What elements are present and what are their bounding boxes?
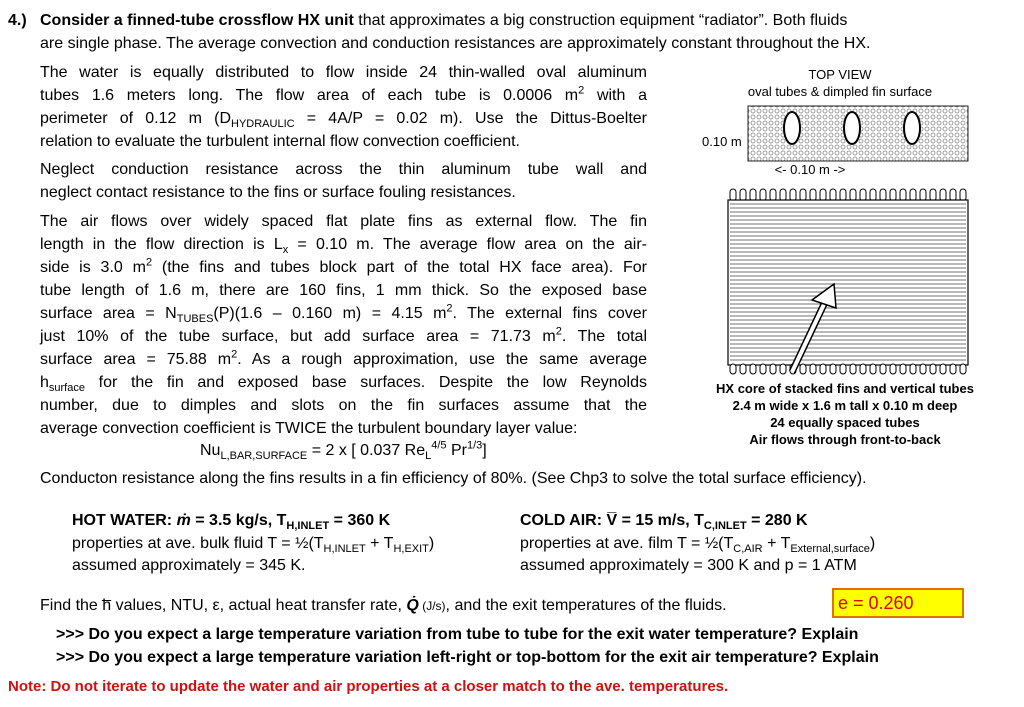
note-line: Note: Do not iterate to update the water and air properties at a closer match to the ave. temperatures. [8, 678, 729, 695]
tube-end-top [950, 189, 956, 201]
caption-line-4: Air flows through front-to-back [749, 432, 941, 447]
tube-end-top [790, 189, 796, 201]
cold-air-properties: properties at ave. film $T = \frac{1}{2}(T_{C,AIR} + T_{External,surface})$ [520, 535, 876, 556]
tube-end-bottom [960, 364, 966, 374]
tube-end-bottom [760, 364, 766, 374]
caption-line-2: 2.4 m wide x 1.6 m tall x 0.10 m deep [732, 398, 958, 413]
find-line: Find the h̅ values, NTU, ε, actual heat transfer rate, Q̇ (J/s), and the exit temperatures of the fluids. [40, 597, 727, 614]
problem-number: 4.) [8, 12, 27, 29]
tube-end-top [920, 189, 926, 201]
neglect-line-2: neglect contact resistance to the fins or surface fouling resistances. [40, 184, 516, 201]
tube-end-bottom [950, 364, 956, 374]
e-value-box: e = 0.260 [832, 588, 964, 618]
tube-end-bottom [860, 364, 866, 374]
tube-end-bottom [740, 364, 746, 374]
tube-end-top [850, 189, 856, 201]
intro-line-1: Consider a finned-tube crossflow HX unit that approximates a big construction equipment “radiator”. Both fluids [40, 12, 848, 29]
question-2: >>> Do you expect a large temperature variation left-right or top-bottom for the exit air temperature? Explain [56, 649, 879, 666]
tube-end-bottom [910, 364, 916, 374]
question-1: >>> Do you expect a large temperature variation from tube to tube for the exit water temperature? Explain [56, 626, 859, 643]
top-view-title: TOP VIEW [808, 67, 872, 82]
water-line-3: perimeter of 0.12 m ($D_{HYDRAULIC} = 4A/P = 0.02$ m). Use the Dittus-Boelter [40, 110, 647, 131]
tube-end-top [900, 189, 906, 201]
air-line-9: number, due to dimples and slots on the fin surfaces assume that the [40, 397, 647, 414]
tube-end-bottom [870, 364, 876, 374]
tube-end-top [840, 189, 846, 201]
hot-water-properties: properties at ave. bulk fluid $T = \frac{1}{2}(T_{H,INLET} + T_{H,EXIT})$ [72, 535, 435, 556]
air-line-6: just 10% of the tube surface, but add surface area = 71.73 $m^2$. The total [40, 325, 647, 345]
tube-end-bottom [820, 364, 826, 374]
tube-end-top [890, 189, 896, 201]
width-label: <- 0.10 m -> [774, 162, 846, 177]
air-line-3: side is 3.0 $m^2$ (the fins and tubes block part of the total HX face area). For [40, 256, 648, 276]
nusselt-equation: $Nu_{L,BAR,SURFACE} = 2$ x [ 0.037 $Re_L^{4/5}$ $Pr^{1/3}$] [200, 439, 487, 463]
tube-end-top [760, 189, 766, 201]
air-line-4: tube length of 1.6 m, there are 160 fins, 1 mm thick. So the exposed base [40, 282, 647, 299]
air-line-10: average convection coefficient is TWICE the turbulent boundary layer value: [40, 420, 578, 437]
tube-end-bottom [900, 364, 906, 374]
tube-end-bottom [830, 364, 836, 374]
intro-line-2: are single phase. The average convection and conduction resistances are approximately constant throughout the HX. [40, 35, 871, 52]
neglect-line-1: Neglect conduction resistance across the thin aluminum tube wall and [40, 161, 647, 178]
top-view-subtitle: oval tubes & dimpled fin surface [747, 84, 933, 99]
tube-end-top [940, 189, 946, 201]
air-line-7: surface area = 75.88 $m^2$. As a rough approximation, use the same average [40, 348, 648, 368]
air-line-5: surface area = $N_{TUBES}(P)(1.6 - 0.160$ m) = 4.15 $m^2$. The external fins cover [40, 302, 647, 326]
hot-water-title: HOT WATER: ṁ = 3.5 kg/s, $T_{H,INLET} = 360$ K [72, 512, 391, 533]
tube-end-top [860, 189, 866, 201]
tube-end-bottom [800, 364, 806, 374]
tube-caps-top [730, 189, 966, 201]
conduction-line: Conducton resistance along the fins results in a fin efficiency of 80%. (See Chp3 to solve the total surface efficiency). [40, 470, 867, 487]
tube-end-bottom [940, 364, 946, 374]
oval-tube-icon [904, 112, 920, 144]
tube-end-top [930, 189, 936, 201]
tube-end-top [910, 189, 916, 201]
tube-end-bottom [730, 364, 736, 374]
tube-end-bottom [890, 364, 896, 374]
oval-tube-icon [784, 112, 800, 144]
tube-end-top [750, 189, 756, 201]
air-line-1: The air flows over widely spaced flat plate fins as external flow. The fin [40, 213, 647, 230]
intro-heading: Consider a finned-tube crossflow HX unit [40, 12, 354, 29]
tube-end-bottom [920, 364, 926, 374]
tube-end-bottom [850, 364, 856, 374]
tube-end-top [810, 189, 816, 201]
water-line-4: relation to evaluate the turbulent internal flow convection coefficient. [40, 133, 520, 150]
tube-end-bottom [880, 364, 886, 374]
air-line-8: $h_{surface}$ for the fin and exposed base surfaces. Despite the low Reynolds [40, 374, 647, 395]
tube-end-top [740, 189, 746, 201]
tube-end-bottom [840, 364, 846, 374]
oval-tube-icon [844, 112, 860, 144]
tube-end-top [830, 189, 836, 201]
tube-end-bottom [930, 364, 936, 374]
tube-end-top [960, 189, 966, 201]
water-line-2: tubes 1.6 meters long. The flow area of each tube is 0.0006 $m^2$ with a [40, 84, 647, 104]
height-label: 0.10 m [702, 134, 742, 149]
caption-line-3: 24 equally spaced tubes [770, 415, 920, 430]
tube-end-top [880, 189, 886, 201]
caption-line-1: HX core of stacked fins and vertical tubes [716, 381, 974, 396]
tube-end-top [820, 189, 826, 201]
hot-water-assumed: assumed approximately = 345 K. [72, 557, 306, 574]
tube-end-top [770, 189, 776, 201]
tube-end-bottom [770, 364, 776, 374]
air-line-2: length in the flow direction is $L_x = 0.10$ m. The average flow area on the air- [40, 236, 648, 257]
tube-end-bottom [780, 364, 786, 374]
tube-end-bottom [750, 364, 756, 374]
cold-air-assumed: assumed approximately = 300 K and p = 1 ATM [520, 557, 857, 574]
tube-end-top [730, 189, 736, 201]
cold-air-title: COLD AIR: V̅ = 15 m/s, $T_{C,INLET} = 280$ K [520, 512, 808, 533]
water-line-1: The water is equally distributed to flow inside 24 thin-walled oval aluminum [40, 64, 647, 81]
hx-diagram [700, 100, 970, 385]
tube-end-top [870, 189, 876, 201]
tube-end-top [780, 189, 786, 201]
tube-end-top [800, 189, 806, 201]
tube-end-bottom [810, 364, 816, 374]
